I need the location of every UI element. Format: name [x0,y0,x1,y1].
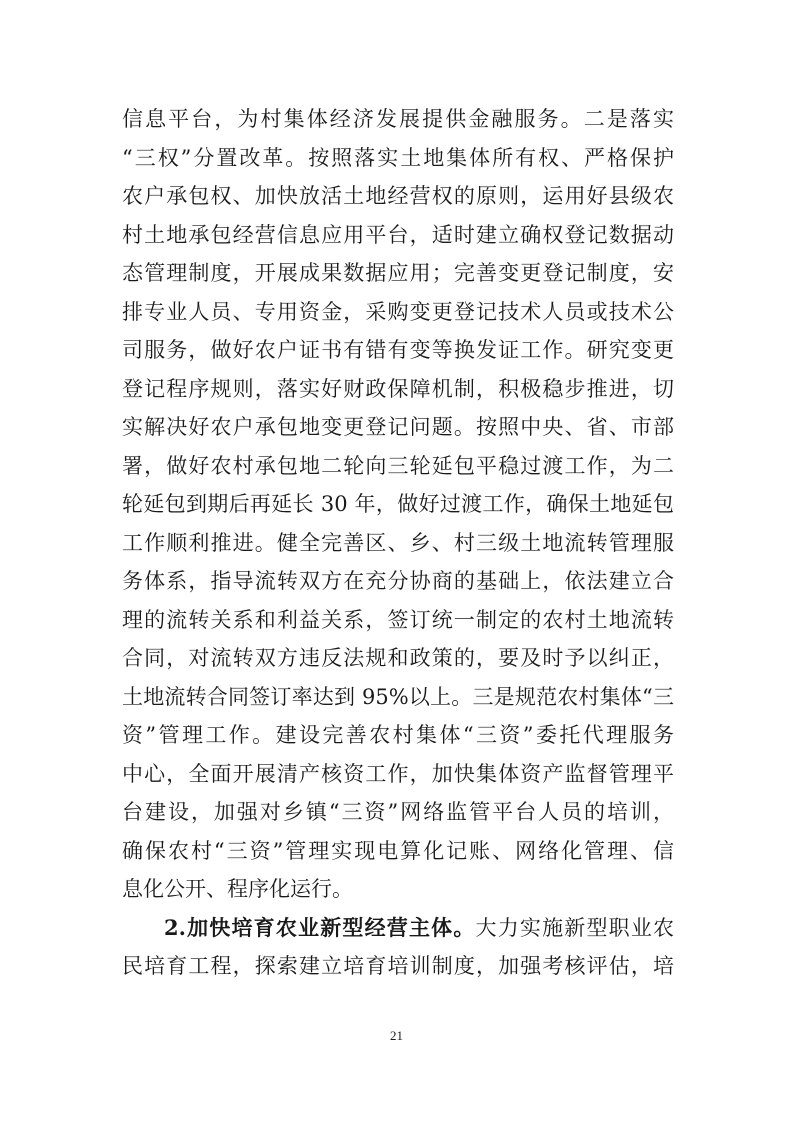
text-line-final: 民培育工程，探索建立培育培训制度，加强考核评估，培 [122,954,674,978]
text-line-9: 实解决好农户承包地变更登记问题。按照中央、省、市部 [122,415,674,439]
text-line-3: 农户承包权、加快放活土地经营权的原则，运用好县级农 [122,184,674,208]
text-line-12: 工作顺利推进。健全完善区、乡、村三级土地流转管理服 [122,530,674,555]
text-line-19: 台建设，加强对乡镇“三资”网络监管平台人员的培训， [122,800,674,824]
text-line-18: 中心，全面开展清产核资工作，加快集体资产监督管理平 [122,761,674,786]
text-line-8: 登记程序规则，落实好财政保障机制，积极稳步推进，切 [122,376,674,401]
section-heading-line [122,909,674,948]
text-line-17: 资”管理工作。建设完善农村集体“三资”委托代理服务 [122,723,674,747]
text-line-14: 理的流转关系和利益关系，签订统一制定的农村土地流转 [122,607,674,632]
text-line-1: 信息平台，为村集体经济发展提供金融服务。二是落实 [122,107,674,131]
text-line-11: 轮延包到期后再延长 30 年，做好过渡工作，确保土地延包 [122,492,674,516]
text-line-10: 署，做好农村承包地二轮向三轮延包平稳过渡工作，为二 [122,453,674,478]
text-line-21: 息化公开、程序化运行。 [122,877,353,901]
body-text [122,100,674,986]
text-line-20: 确保农村“三资”管理实现电算化记账、网络化管理、信 [122,838,674,863]
text-line-2: “三权”分置改革。按照落实土地集体所有权、严格保护 [122,145,674,170]
text-line-15: 合同，对流转双方违反法规和政策的，要及时予以纠正， [122,646,674,670]
text-line-4: 村土地承包经营信息应用平台，适时建立确权登记数据动 [122,222,674,247]
text-line-6: 排专业人员、专用资金，采购变更登记技术人员或技术公 [122,299,674,324]
section-heading-continuation: 大力实施新型职业农 [475,915,674,940]
text-line-16: 土地流转合同签订率达到 95%以上。三是规范农村集体“三 [122,684,674,709]
page-number: 21 [390,1028,403,1043]
text-line-7: 司服务，做好农户证书有错有变等换发证工作。研究变更 [122,338,674,362]
text-line-5: 态管理制度，开展成果数据应用；完善变更登记制度，安 [122,261,674,285]
section-heading: 2.加快培育农业新型经营主体。 [164,914,476,940]
text-line-13: 务体系，指导流转双方在充分协商的基础上，依法建立合 [122,569,674,593]
